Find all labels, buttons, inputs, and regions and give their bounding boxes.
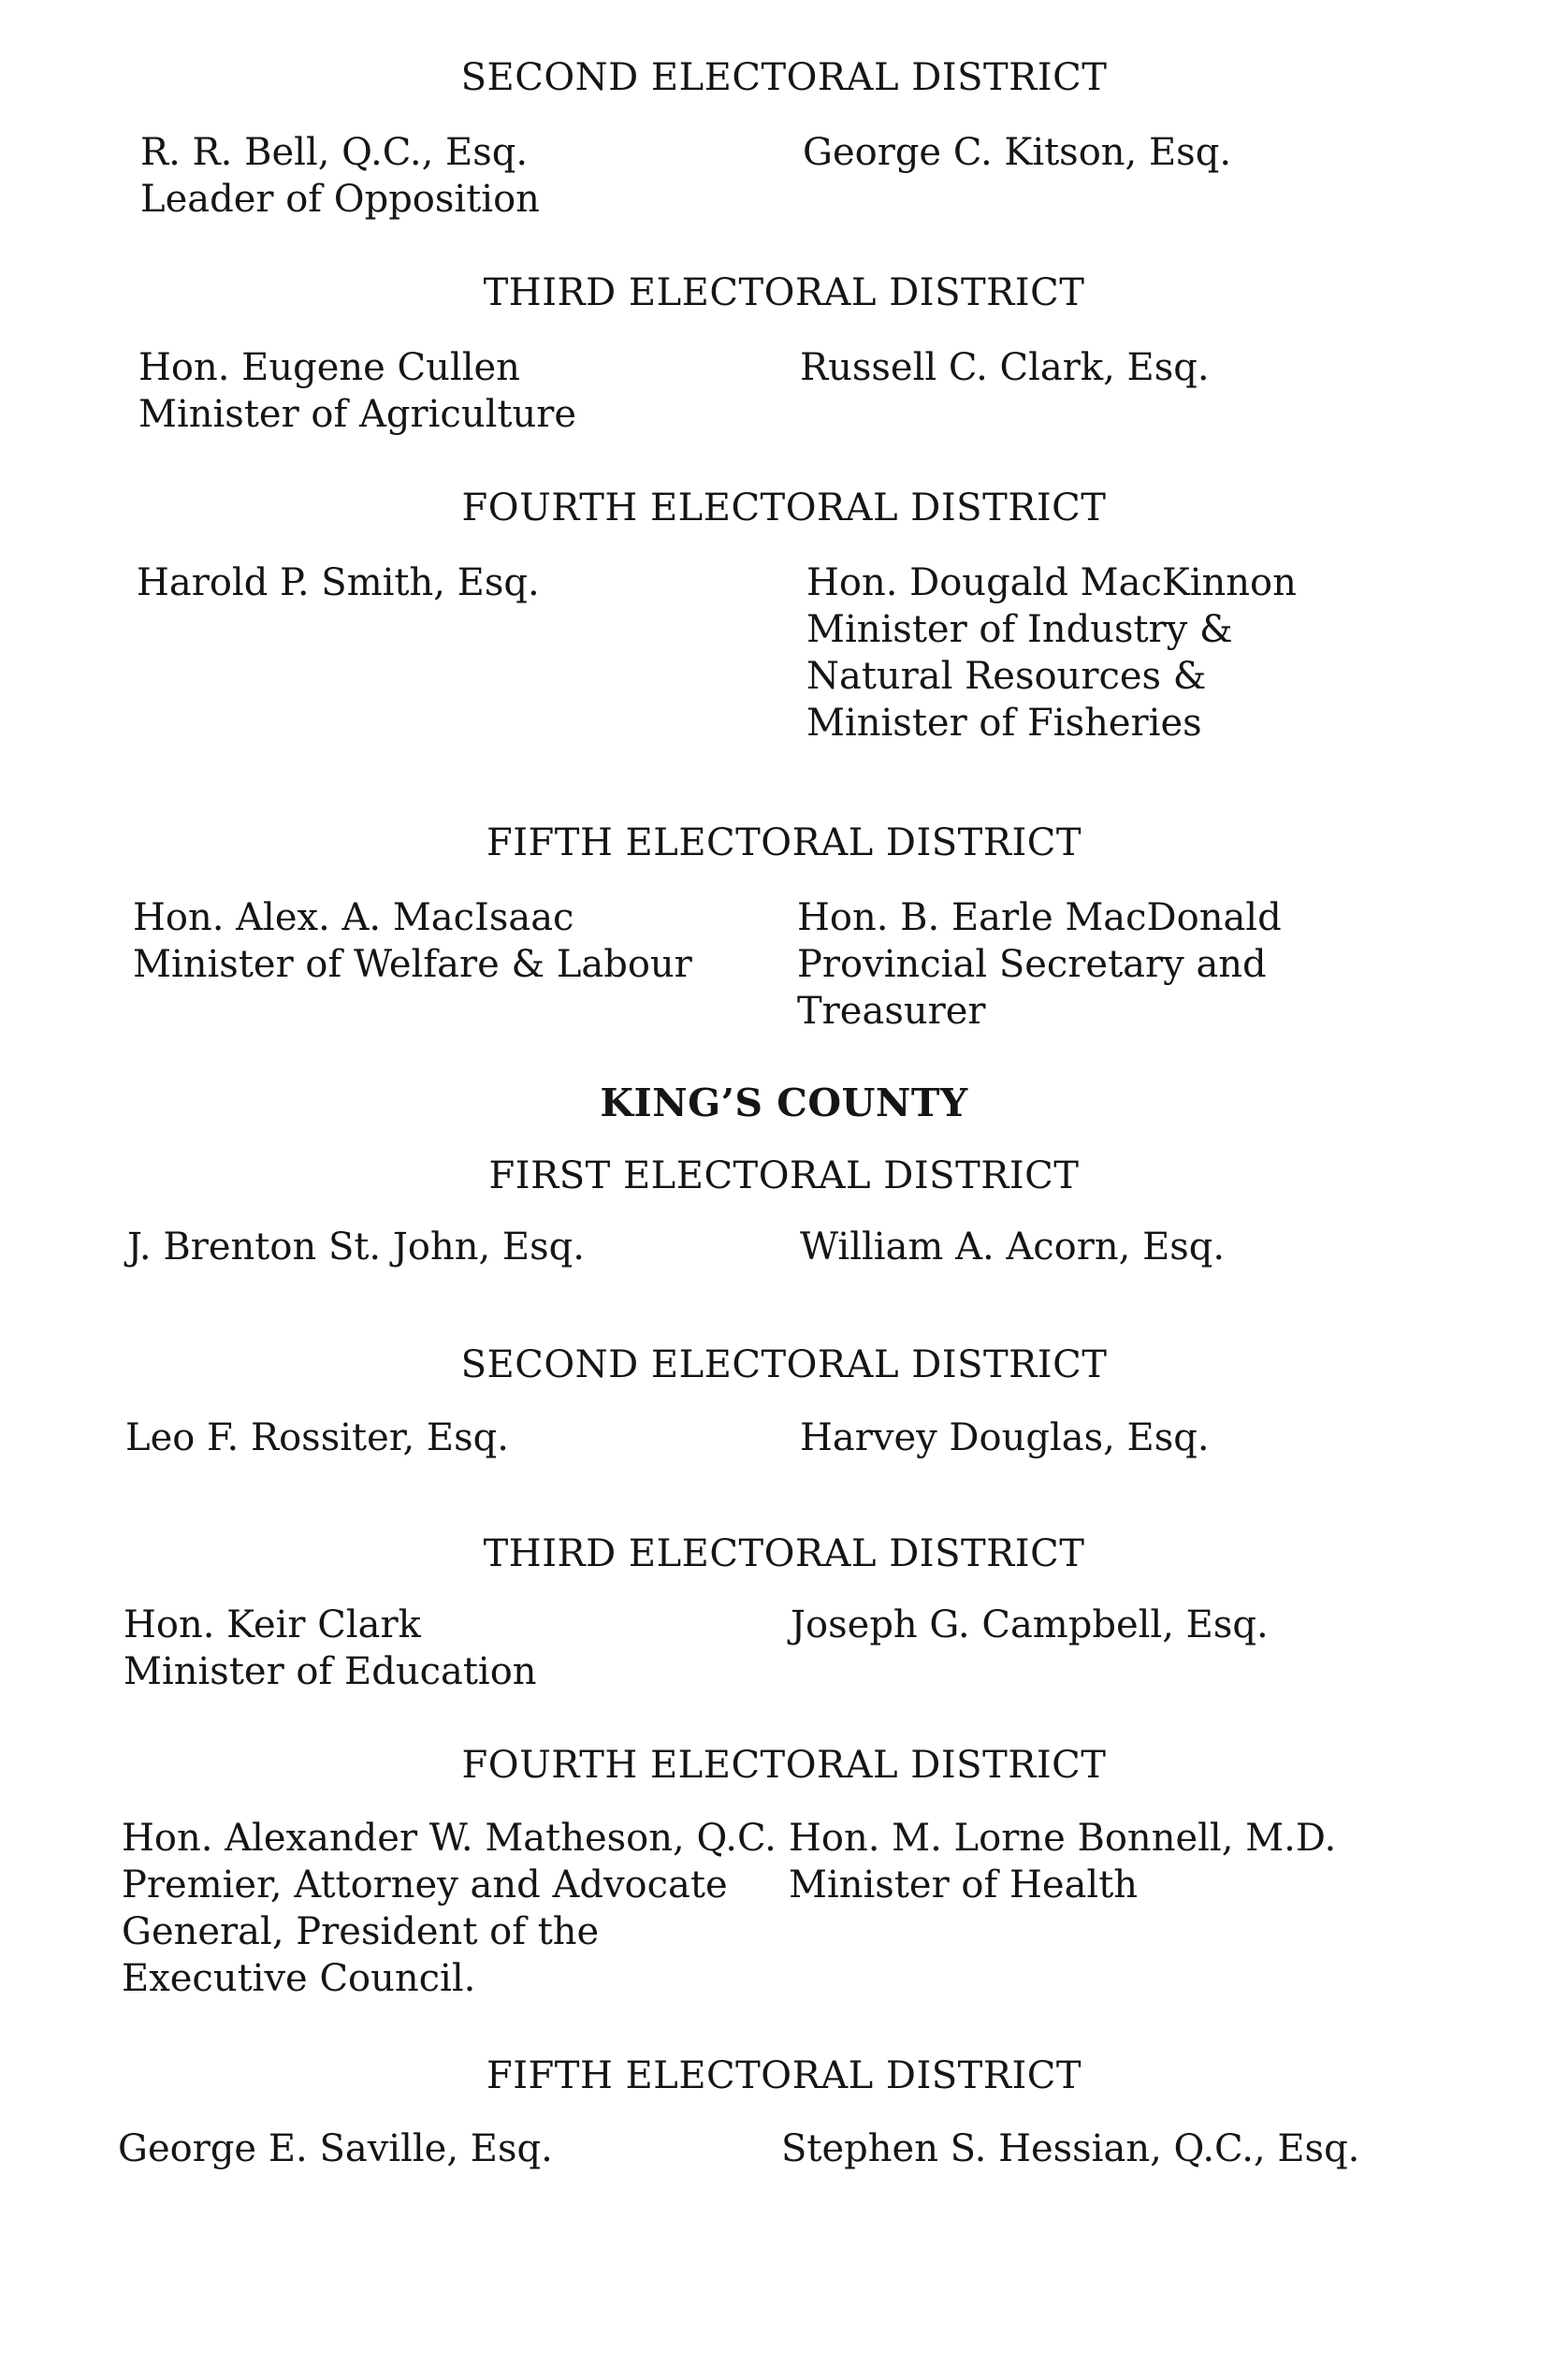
- member-line: Treasurer: [797, 990, 986, 1033]
- county-heading: KING’S COUNTY: [600, 1080, 968, 1125]
- member-line: R. R. Bell, Q.C., Esq.: [140, 131, 529, 174]
- left-member: [122, 1815, 777, 2002]
- member-line: Hon. B. Earle MacDonald: [797, 896, 1282, 939]
- member-line: Russell C. Clark, Esq.: [800, 346, 1210, 389]
- left-member: [133, 894, 692, 988]
- member-line: Leo F. Rossiter, Esq.: [125, 1416, 509, 1459]
- district-heading: FOURTH ELECTORAL DISTRICT: [461, 1744, 1107, 1787]
- member-line: Minister of Agriculture: [138, 393, 577, 436]
- member-line: Minister of Education: [123, 1650, 537, 1693]
- member-line: Minister of Welfare & Labour: [133, 943, 692, 986]
- left-member: [123, 1602, 537, 1695]
- right-member: [781, 2125, 1359, 2172]
- left-member: [140, 129, 540, 223]
- member-line: Minister of Health: [789, 1863, 1139, 1907]
- member-line: Joseph G. Campbell, Esq.: [791, 1603, 1269, 1646]
- member-line: Provincial Secretary and: [797, 943, 1267, 986]
- district-heading: SECOND ELECTORAL DISTRICT: [460, 56, 1108, 99]
- district-heading: THIRD ELECTORAL DISTRICT: [483, 271, 1085, 314]
- right-member: [791, 1602, 1269, 1648]
- member-line: Leader of Opposition: [140, 178, 540, 221]
- member-line: Premier, Attorney and Advocate: [122, 1863, 728, 1907]
- left-member: [138, 344, 576, 438]
- member-line: Executive Council.: [122, 1957, 476, 2000]
- left-member: [118, 2125, 553, 2172]
- district-heading: THIRD ELECTORAL DISTRICT: [483, 1532, 1085, 1575]
- right-member: [797, 894, 1282, 1035]
- member-line: Hon. M. Lorne Bonnell, M.D.: [789, 1817, 1337, 1860]
- left-member: [137, 559, 540, 606]
- member-line: Hon. Eugene Cullen: [138, 346, 520, 389]
- member-line: Hon. Keir Clark: [123, 1603, 421, 1646]
- district-heading: FIRST ELECTORAL DISTRICT: [488, 1154, 1080, 1197]
- right-member: [806, 559, 1297, 747]
- district-heading: FIFTH ELECTORAL DISTRICT: [486, 821, 1082, 864]
- member-line: Stephen S. Hessian, Q.C., Esq.: [781, 2127, 1360, 2170]
- member-line: General, President of the: [122, 1910, 600, 1953]
- district-heading: FOURTH ELECTORAL DISTRICT: [461, 486, 1107, 529]
- member-line: George E. Saville, Esq.: [118, 2127, 553, 2170]
- member-line: Minister of Industry &: [806, 608, 1233, 651]
- member-line: Natural Resources &: [806, 655, 1207, 698]
- left-member: [127, 1224, 585, 1270]
- district-heading: FIFTH ELECTORAL DISTRICT: [486, 2054, 1082, 2097]
- member-line: Minister of Fisheries: [806, 702, 1202, 745]
- member-line: J. Brenton St. John, Esq.: [127, 1225, 585, 1269]
- right-member: [800, 1224, 1225, 1270]
- member-line: Hon. Alex. A. MacIsaac: [133, 896, 574, 939]
- member-line: Harold P. Smith, Esq.: [137, 561, 540, 604]
- right-member: [800, 1414, 1210, 1461]
- right-member: [800, 344, 1210, 391]
- member-line: William A. Acorn, Esq.: [800, 1225, 1226, 1269]
- member-line: Harvey Douglas, Esq.: [800, 1416, 1210, 1459]
- member-line: George C. Kitson, Esq.: [803, 131, 1232, 174]
- left-member: [125, 1414, 509, 1461]
- member-line: Hon. Alexander W. Matheson, Q.C.: [122, 1817, 777, 1860]
- district-heading: SECOND ELECTORAL DISTRICT: [460, 1343, 1108, 1386]
- right-member: [803, 129, 1231, 176]
- member-line: Hon. Dougald MacKinnon: [806, 561, 1297, 604]
- right-member: [789, 1815, 1336, 1908]
